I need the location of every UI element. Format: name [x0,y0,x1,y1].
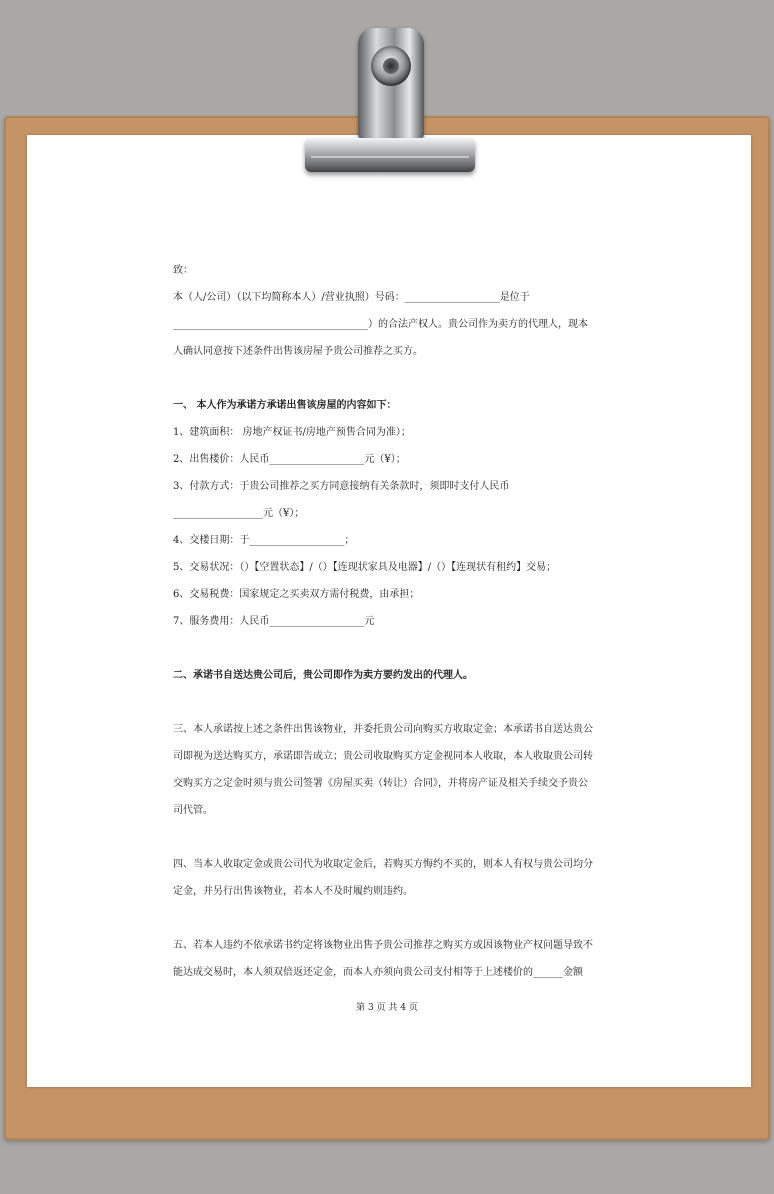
item-3-payment-cont: __________________元（¥）； [173,508,305,519]
item-4-handover-date: 4、交楼日期：于___________________； [173,535,355,546]
section-1-heading: 一、 本人作为承诺方承诺出售该房屋的内容如下： [173,400,397,411]
section-4-line-2: 定金，并另行出售该物业，若本人不及时履约则违约。 [173,886,413,897]
clip-base [305,138,475,172]
intro-line-3: 人确认同意按下述条件出售该房屋予贵公司推荐之买方。 [173,346,423,357]
item-7-service-fee: 7、服务费用：人民币___________________元 [173,616,375,627]
item-3-payment: 3、付款方式：于贵公司推荐之买方同意接纳有关条款时，须即时支付人民币 [173,481,510,492]
section-3-line-1: 三、本人承诺按上述之条件出售该物业，并委托贵公司向购买方收取定金；本承诺书自送达贵公 [173,724,593,735]
intro-line-1: 本（人/公司）（以下均简称本人）/营业执照）号码：___________________是位于 [173,292,530,303]
clip-hole [383,58,399,74]
item-6-taxes: 6、交易税费：国家规定之买卖双方需付税费，由承担； [173,589,420,600]
section-3-line-2: 司即视为送达购买方，承诺即告成立；贵公司收取购买方定金视同本人收取，本人收取贵公司转 [173,751,593,762]
page-number: 第 3 页 共 4 页 [356,1003,418,1013]
section-3-line-4: 司代管。 [173,805,213,816]
item-1-area: 1、建筑面积： 房地产权证书/房地产预售合同为准）； [173,427,411,438]
section-5-line-2: 能达成交易时，本人须双倍返还定金，而本人亦须向贵公司支付相等于上述楼价的______金额 [173,967,583,978]
item-5-status: 5、交易状况：（）【空置状态】/（）【连现状家具及电器】/（）【连现状有租约】交易； [173,562,557,573]
section-3-line-3: 交购买方之定金时须与贵公司签署《房屋买卖（转让）合同》，并将房产证及相关手续交予贵公 [173,778,588,789]
intro-line-2: _______________________________________）的合法产权人。贵公司作为卖方的代理人，现本 [173,319,588,330]
item-2-price: 2、出售楼价：人民币___________________元（¥）； [173,454,406,465]
section-5-line-1: 五、若本人违约不依承诺书约定将该物业出售予贵公司推荐之购买方或因该物业产权问题导致不 [173,940,593,951]
salutation-line: 致： [173,265,193,276]
section-4-line-1: 四、当本人收取定金或贵公司代为收取定金后，若购买方悔约不买的，则本人有权与贵公司均分 [173,859,593,870]
section-2-heading: 二、承诺书自送达贵公司后，贵公司即作为卖方要约发出的代理人。 [173,670,473,681]
